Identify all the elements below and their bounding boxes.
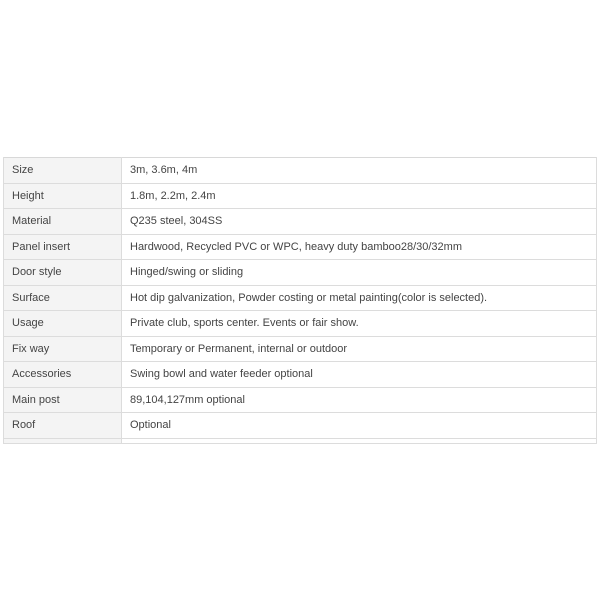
spec-value: Optional bbox=[122, 413, 597, 439]
table-row-empty bbox=[4, 438, 597, 443]
spec-label: Size bbox=[4, 158, 122, 184]
spec-value: Q235 steel, 304SS bbox=[122, 209, 597, 235]
spec-label: Material bbox=[4, 209, 122, 235]
spec-label: Door style bbox=[4, 260, 122, 286]
spec-value: Temporary or Permanent, internal or outdoor bbox=[122, 336, 597, 362]
spec-label: Panel insert bbox=[4, 234, 122, 260]
spec-value: Hot dip galvanization, Powder costing or metal painting(color is selected). bbox=[122, 285, 597, 311]
spec-label: Accessories bbox=[4, 362, 122, 388]
spec-label: Surface bbox=[4, 285, 122, 311]
spec-label: Fix way bbox=[4, 336, 122, 362]
empty-cell bbox=[4, 438, 122, 443]
spec-label: Roof bbox=[4, 413, 122, 439]
spec-value: Private club, sports center. Events or fair show. bbox=[122, 311, 597, 337]
spec-value: 3m, 3.6m, 4m bbox=[122, 158, 597, 184]
table-row bbox=[4, 285, 597, 311]
empty-cell bbox=[122, 438, 597, 443]
table-row bbox=[4, 209, 597, 235]
spec-value: 1.8m, 2.2m, 2.4m bbox=[122, 183, 597, 209]
table-row bbox=[4, 387, 597, 413]
table-row bbox=[4, 413, 597, 439]
spec-value: Swing bowl and water feeder optional bbox=[122, 362, 597, 388]
spec-label: Height bbox=[4, 183, 122, 209]
table-row bbox=[4, 158, 597, 184]
table-row bbox=[4, 234, 597, 260]
table-row bbox=[4, 362, 597, 388]
spec-value: Hardwood, Recycled PVC or WPC, heavy duty bamboo28/30/32mm bbox=[122, 234, 597, 260]
spec-label: Main post bbox=[4, 387, 122, 413]
spec-value: Hinged/swing or sliding bbox=[122, 260, 597, 286]
spec-value: 89,104,127mm optional bbox=[122, 387, 597, 413]
spec-table bbox=[3, 157, 597, 444]
spec-label: Usage bbox=[4, 311, 122, 337]
table-row bbox=[4, 260, 597, 286]
table-row bbox=[4, 311, 597, 337]
table-row bbox=[4, 183, 597, 209]
table-row bbox=[4, 336, 597, 362]
